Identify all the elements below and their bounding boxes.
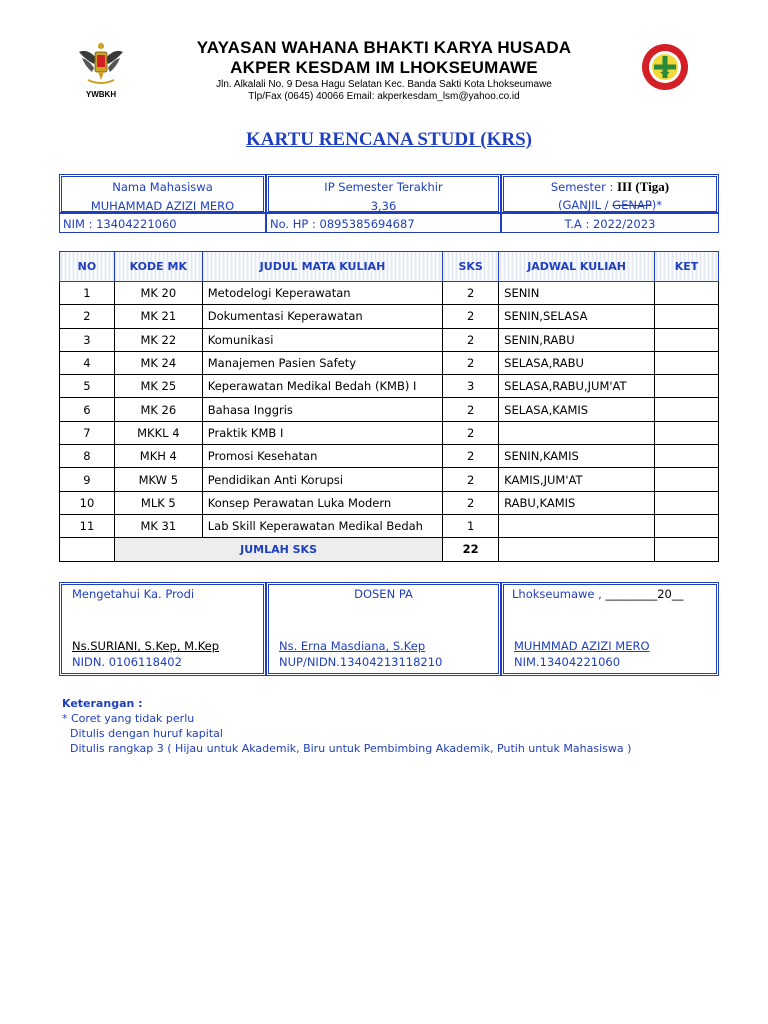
cell-judul: Komunikasi xyxy=(202,328,442,351)
notes-line-3: Ditulis rangkap 3 ( Hijau untuk Akademik, Biru untuk Pembimbing Akademik, Putih untuk Mahasiswa ) xyxy=(70,742,632,755)
total-row xyxy=(60,538,719,561)
total-label: JUMLAH SKS xyxy=(114,538,442,561)
school-name: AKPER KESDAM IM LHOKSEUMAWE xyxy=(230,58,538,77)
cell-judul: Metodelogi Keperawatan xyxy=(202,282,442,305)
cell-judul: Manajemen Pasien Safety xyxy=(202,351,442,374)
cell-ket xyxy=(655,398,719,421)
student-signature-id: NIM.13404221060 xyxy=(514,655,621,669)
notes-line-1: * Coret yang tidak perlu xyxy=(62,712,195,725)
cell-sks: 1 xyxy=(443,514,499,537)
cell-ket xyxy=(655,445,719,468)
prodi-label: Mengetahui Ka. Prodi xyxy=(72,587,195,601)
notes-line-2: Ditulis dengan huruf kapital xyxy=(70,727,223,740)
cell-ket xyxy=(655,491,719,514)
cell-jadwal: SENIN,RABU xyxy=(499,328,655,351)
table-row xyxy=(60,468,719,491)
cell-kode: MK 21 xyxy=(114,305,202,328)
cell-sks: 2 xyxy=(443,468,499,491)
table-row xyxy=(60,375,719,398)
prodi-name: Ns.SURIANI, S.Kep, M.Kep xyxy=(72,639,220,653)
table-row xyxy=(60,421,719,444)
cell-judul: Dokumentasi Keperawatan xyxy=(202,305,442,328)
cell-sks: 2 xyxy=(443,351,499,374)
period-prefix: (GANJIL / xyxy=(557,198,613,212)
table-row xyxy=(60,282,719,305)
ta-box xyxy=(501,212,719,233)
logo-caption: YWBKH xyxy=(85,90,117,99)
hp-box xyxy=(266,212,501,233)
cell-judul: Pendidikan Anti Korupsi xyxy=(202,468,442,491)
cell-no: 9 xyxy=(60,468,115,491)
cell-ket xyxy=(655,375,719,398)
course-table xyxy=(59,251,719,562)
cell-no: 10 xyxy=(60,491,115,514)
cell-judul: Bahasa Inggris xyxy=(202,398,442,421)
cell-ket xyxy=(655,468,719,491)
cell-ket xyxy=(655,421,719,444)
cell-jadwal: SENIN,KAMIS xyxy=(499,445,655,468)
cell-judul: Konsep Perawatan Luka Modern xyxy=(202,491,442,514)
nim-box xyxy=(59,212,266,233)
ip-box xyxy=(266,174,501,214)
cell-jadwal xyxy=(499,514,655,537)
notes-heading: Keterangan : xyxy=(62,697,143,710)
cell-sks: 3 xyxy=(443,375,499,398)
cell-jadwal xyxy=(499,421,655,444)
cell-kode: MK 25 xyxy=(114,375,202,398)
table-row xyxy=(60,445,719,468)
signature-student xyxy=(501,582,719,676)
cell-jadwal: SELASA,RABU xyxy=(499,351,655,374)
cell-kode: MK 31 xyxy=(114,514,202,537)
table-header-row xyxy=(60,252,719,282)
table-row xyxy=(60,491,719,514)
cell-sks: 2 xyxy=(443,305,499,328)
cell-kode: MK 24 xyxy=(114,351,202,374)
semester-value: III (Tiga) xyxy=(617,179,670,194)
cell-kode: MKW 5 xyxy=(114,468,202,491)
semester-label: Semester : xyxy=(550,180,617,194)
col-header-sks: SKS xyxy=(443,252,499,282)
table-row xyxy=(60,305,719,328)
nim-value: NIM : 13404221060 xyxy=(63,217,177,231)
cell-no: 4 xyxy=(60,351,115,374)
signature-dosen-pa xyxy=(266,582,501,676)
student-name-box xyxy=(59,174,266,214)
cell-kode: MK 26 xyxy=(114,398,202,421)
total-spacer xyxy=(60,538,115,561)
col-header-kode: KODE MK xyxy=(114,252,202,282)
cell-kode: MKH 4 xyxy=(114,445,202,468)
col-header-ket: KET xyxy=(655,252,719,282)
total-sks: 22 xyxy=(443,538,499,561)
cell-sks: 2 xyxy=(443,491,499,514)
cell-no: 1 xyxy=(60,282,115,305)
cell-no: 6 xyxy=(60,398,115,421)
cell-no: 3 xyxy=(60,328,115,351)
cell-sks: 2 xyxy=(443,282,499,305)
place-label: Lhokseumawe , xyxy=(512,587,606,601)
organization-name: YAYASAN WAHANA BHAKTI KARYA HUSADA xyxy=(196,38,572,57)
cell-kode: MKKL 4 xyxy=(114,421,202,444)
cell-kode: MK 20 xyxy=(114,282,202,305)
pa-label: DOSEN PA xyxy=(354,587,413,601)
cell-no: 7 xyxy=(60,421,115,444)
prodi-id: NIDN. 0106118402 xyxy=(72,655,182,669)
page-title: KARTU RENCANA STUDI (KRS) xyxy=(246,129,532,150)
cell-jadwal: SENIN xyxy=(499,282,655,305)
total-ket-empty xyxy=(655,538,719,561)
cell-kode: MK 22 xyxy=(114,328,202,351)
pa-id: NUP/NIDN.13404213118210 xyxy=(279,655,443,669)
pa-name: Ns. Erna Masdiana, S.Kep xyxy=(279,639,426,653)
ta-value: T.A : 2022/2023 xyxy=(564,217,656,231)
period-suffix: )* xyxy=(651,198,663,212)
ip-label: IP Semester Terakhir xyxy=(324,180,443,194)
period-struck: GENAP xyxy=(612,198,652,212)
cell-ket xyxy=(655,351,719,374)
cell-ket xyxy=(655,514,719,537)
cell-no: 5 xyxy=(60,375,115,398)
table-row xyxy=(60,328,719,351)
akper-seal-logo xyxy=(640,42,690,92)
cell-jadwal: KAMIS,JUM'AT xyxy=(499,468,655,491)
student-name: MUHAMMAD AZIZI MERO xyxy=(90,199,235,213)
hp-value: No. HP : 0895385694687 xyxy=(270,217,415,231)
cell-no: 11 xyxy=(60,514,115,537)
cell-jadwal: SENIN,SELASA xyxy=(499,305,655,328)
ip-value: 3,36 xyxy=(370,199,397,213)
cell-judul: Keperawatan Medikal Bedah (KMB) I xyxy=(202,375,442,398)
cell-sks: 2 xyxy=(443,445,499,468)
cell-jadwal: SELASA,RABU,JUM'AT xyxy=(499,375,655,398)
cell-sks: 2 xyxy=(443,421,499,444)
table-row xyxy=(60,398,719,421)
col-header-no: NO xyxy=(60,252,115,282)
student-signature-name: MUHMMAD AZIZI MERO xyxy=(514,639,650,653)
col-header-jadwal: JADWAL KULIAH xyxy=(499,252,655,282)
cell-ket xyxy=(655,305,719,328)
semester-box xyxy=(501,174,719,214)
col-header-judul: JUDUL MATA KULIAH xyxy=(202,252,442,282)
name-label: Nama Mahasiswa xyxy=(112,180,213,194)
cell-judul: Praktik KMB I xyxy=(202,421,442,444)
cell-judul: Lab Skill Keperawatan Medikal Bedah xyxy=(202,514,442,537)
cell-sks: 2 xyxy=(443,328,499,351)
cell-judul: Promosi Kesehatan xyxy=(202,445,442,468)
cell-kode: MLK 5 xyxy=(114,491,202,514)
cell-ket xyxy=(655,328,719,351)
cell-no: 2 xyxy=(60,305,115,328)
signature-prodi xyxy=(59,582,266,676)
date-blank: _________20__ xyxy=(605,587,684,601)
cell-ket xyxy=(655,282,719,305)
total-jadwal-empty xyxy=(499,538,655,561)
table-row xyxy=(60,351,719,374)
contact-line: Tlp/Fax (0645) 40066 Email: akperkesdam_lsm@yahoo.co.id xyxy=(248,91,520,102)
cell-no: 8 xyxy=(60,445,115,468)
table-row xyxy=(60,514,719,537)
cell-sks: 2 xyxy=(443,398,499,421)
cell-jadwal: RABU,KAMIS xyxy=(499,491,655,514)
address-line: Jln. Alkalali No. 9 Desa Hagu Selatan Kec. Banda Sakti Kota Lhokseumawe xyxy=(216,79,552,90)
cell-jadwal: SELASA,KAMIS xyxy=(499,398,655,421)
